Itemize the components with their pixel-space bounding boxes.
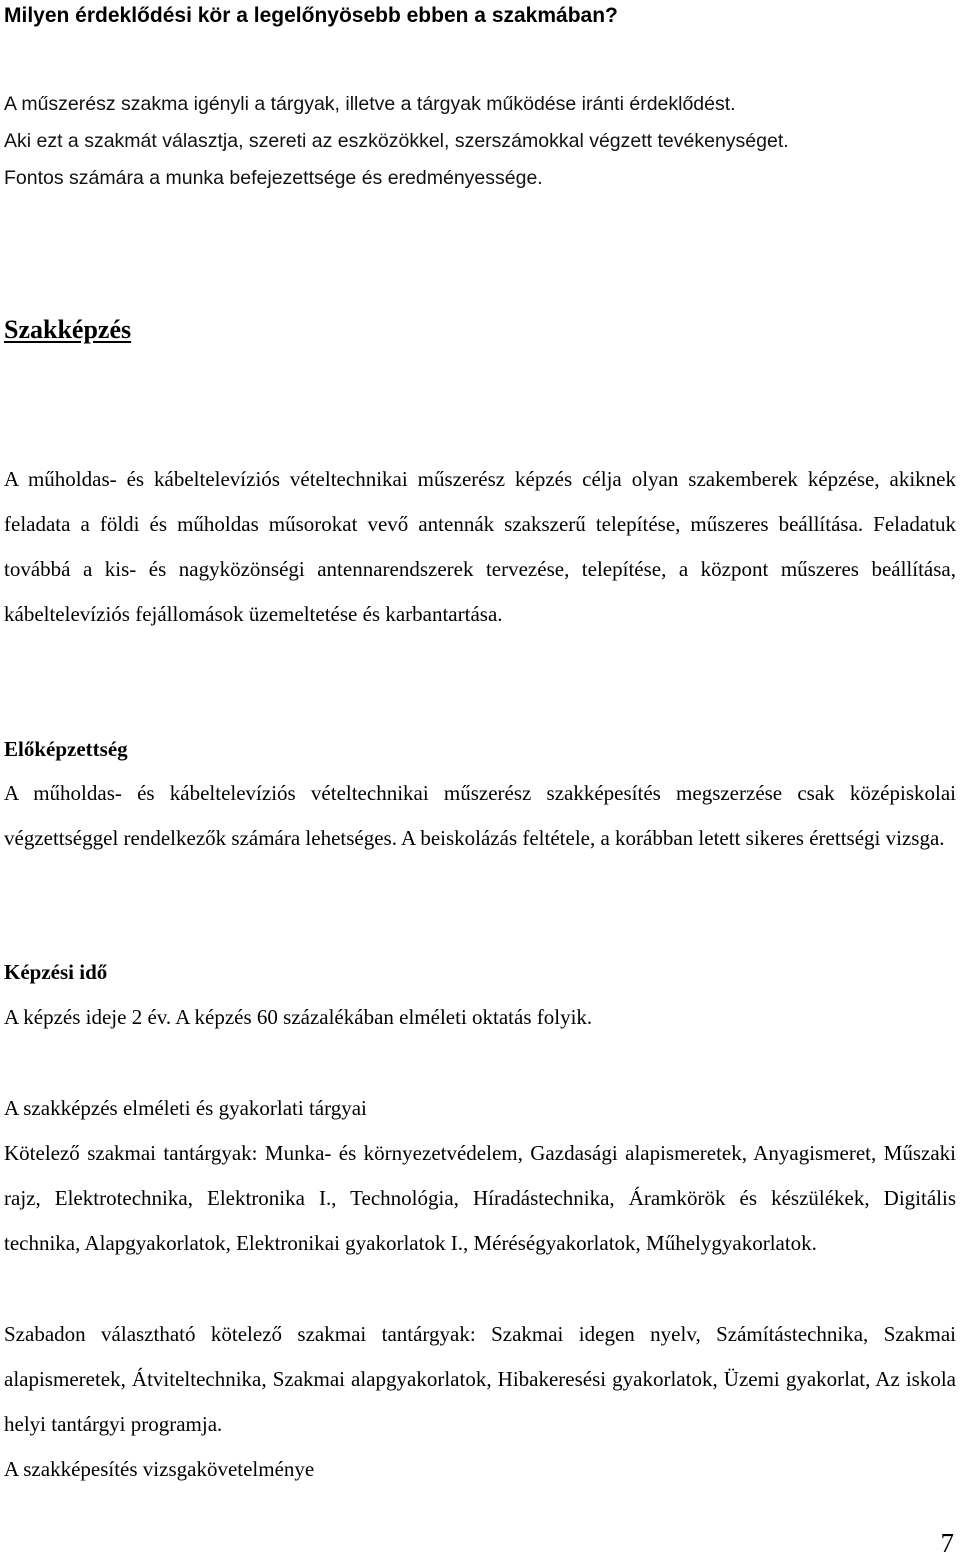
- intro-line: Aki ezt a szakmát választja, szereti az eszközökkel, szerszámokkal végzett tevékenységet.: [4, 130, 789, 152]
- prerequisites-paragraph: A műholdas- és kábeltelevíziós vételtechnikai műszerész szakképesítés megszerzése csak középiskolai végzettséggel rendelkezők számára lehetséges. A beiskolázás feltétele, a korábban letett sikeres érettségi vizsga.: [4, 781, 956, 850]
- training-goal-paragraph: A műholdas- és kábeltelevíziós vételtechnikai műszerész képzés célja olyan szakemberek képzése, akiknek feladata a földi és műholdas műsorokat vevő antennák szakszerű telepítése, műszeres beállítása. Feladatuk továbbá a kis- és nagyközönségi antennarendszerek tervezése, telepítése, a központ műszeres beállítása, kábeltelevíziós fejállomások üzemeltetése és karbantartása.: [4, 467, 956, 626]
- question-title: Milyen érdeklődési kör a legelőnyösebb ebben a szakmában?: [4, 4, 618, 27]
- exam-requirements-heading: A szakképesítés vizsgakövetelménye: [4, 1457, 315, 1481]
- document-page: [4, 0, 956, 1561]
- duration-paragraph: A képzés ideje 2 év. A képzés 60 százalékában elméleti oktatás folyik.: [4, 1005, 593, 1029]
- intro-paragraph: [4, 86, 956, 197]
- subjects-block: [4, 1086, 956, 1266]
- subjects-heading: A szakképzés elméleti és gyakorlati tárgyai: [4, 1096, 367, 1120]
- mandatory-subjects-paragraph: Kötelező szakmai tantárgyak: Munka- és környezetvédelem, Gazdasági alapismeretek, Anyagismeret, Műszaki rajz, Elektrotechnika, Elektronika I., Technológia, Híradástechnika, Áramkörök és készülékek, Digitális technika, Alapgyakorlatok, Elektronikai gyakorlatok I., Méréségyakorlatok, Műhelygyakorlatok.: [4, 1141, 956, 1255]
- section-title: Szakképzés: [4, 315, 132, 344]
- page-number: 7: [940, 1528, 954, 1558]
- elective-subjects-paragraph: Szabadon választható kötelező szakmai tantárgyak: Szakmai idegen nyelv, Számítástechnika, Szakmai alapismeretek, Átviteltechnika, Szakmai alapgyakorlatok, Hibakeresési gyakorlatok, Üzemi gyakorlat, Az iskola helyi tantárgyi programja.: [4, 1322, 956, 1436]
- prerequisites-heading: Előképzettség: [4, 737, 128, 761]
- intro-line: Fontos számára a munka befejezettsége és eredményessége.: [4, 167, 543, 189]
- duration-heading: Képzési idő: [4, 960, 108, 984]
- intro-line: A műszerész szakma igényli a tárgyak, illetve a tárgyak működése iránti érdeklődést.: [4, 93, 736, 115]
